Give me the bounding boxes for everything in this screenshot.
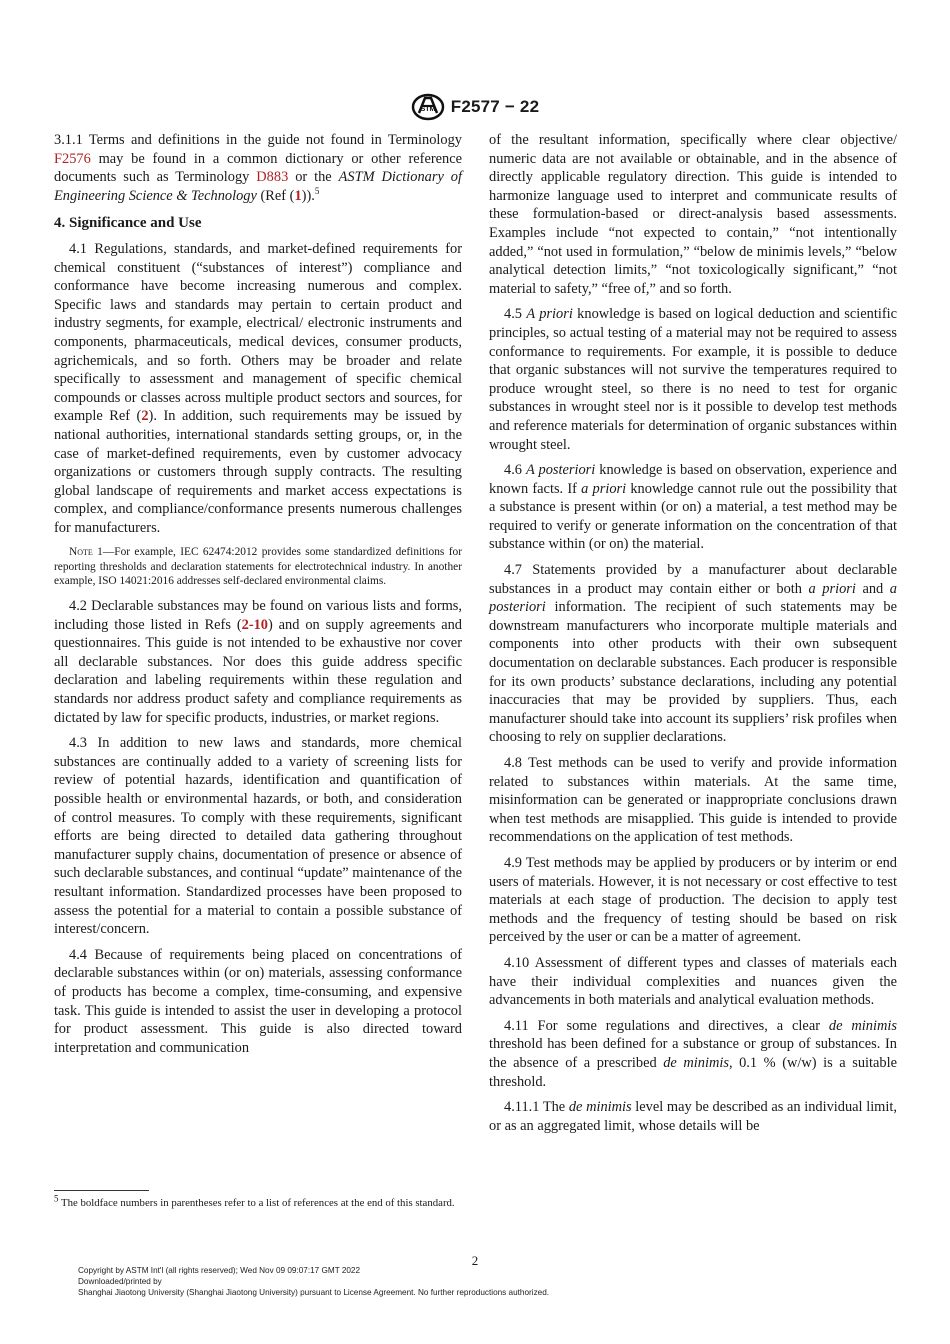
paragraph-3-1-1: 3.1.1 Terms and definitions in the guide not found in Terminology F2576 may be found in a common dictionary or other reference documents such as Terminology D883 or the ASTM Dictionary of Engineering Science & Technology (Ref (1)).$^5$ xyxy=(54,132,462,204)
reference-link-d883[interactable]: D883 xyxy=(256,169,289,186)
right-column xyxy=(489,131,897,1142)
license-line: Shanghai Jiaotong University (Shanghai Jiaotong University) pursuant to License Agreement. No further reproductions authorized. xyxy=(78,1288,550,1297)
paragraph-4-7: 4.7 Statements provided by a manufacturer about declarable substances in a product may contain either or both a priori and a posteriori information. The recipient of such statements may be downstream manufacturers who incorporate multiple materials and components into other products with their own subsequent documentation on declarable substances. Each producer is responsible for its own products’ substance declarations, including any potential inaccuracies that may be provided by suppliers. Thus, each manufacturer should take into account its suppliers’ risk profiles when choosing to rely on supplier declarations. xyxy=(489,562,897,746)
reference-link-f2576[interactable]: F2576 xyxy=(54,150,91,167)
paragraph-4-4: 4.4 Because of requirements being placed on concentrations of declarable substances within (or on) materials, assessing conformance of products has become a complex, time-consuming, and expensive task. This guide is intended to assist the user in developing a protocol for product assessment. This guide is also directed toward interpretation and communication xyxy=(54,946,462,1056)
paragraph-4-8: 4.8 Test methods can be used to verify and provide information related to substances within materials. At the same time, misinformation can be generated or inappropriate conclusions drawn when test methods are misapplied. This guide is intended to provide recommendations on the application of test methods. xyxy=(489,755,897,846)
paragraph-4-11: 4.11 For some regulations and directives, a clear de minimis threshold has been defined for a substance or group of substances. In the absence of a prescribed de minimis, 0.1 % (w/w) is a suitable threshold. xyxy=(489,1017,897,1090)
section-heading: 4. Significance and Use xyxy=(54,215,202,232)
reference-link-2-10[interactable]: 2-10 xyxy=(241,616,269,633)
copyright-notice xyxy=(78,1265,549,1298)
paragraph-4-4-continued: of the resultant information, specifically where clear objective/ numeric data are not available or obtainable, and in the absence of directly applicable regulatory direction. This guide is intended to harmonize language used to interpret and communicate results of these formulation-based or direct-analysis based assessments. Examples include “not expected to contain,” “not intentionally added,” “not used in formulation,” “below de minimis levels,” “below analytical detection limits,” “not toxicologically significant,” “not material to safety,” “free of,” and so forth. xyxy=(489,132,897,297)
paragraph-4-10: 4.10 Assessment of different types and classes of materials each have their individual complexities and nuances given the advancements in both materials and analytical evaluation methods. xyxy=(489,954,897,1009)
footnote-5: $^5$ The boldface numbers in parentheses refer to a list of references at the end of this standard. xyxy=(54,1193,455,1209)
page-header xyxy=(0,92,950,122)
svg-text:STM: STM xyxy=(420,106,436,113)
paragraph-4-6: 4.6 A posteriori knowledge is based on observation, experience and known facts. If a priori knowledge cannot rule out the possibility that a substance is present within (or on) a material, a test method may be required to verify or generate information on the concentration of that substance within (or on) the material. xyxy=(489,462,897,553)
reference-link-1[interactable]: 1 xyxy=(294,187,302,204)
left-column xyxy=(54,131,462,1064)
downloaded-line: Downloaded/printed by xyxy=(78,1277,162,1286)
paragraph-4-3: 4.3 In addition to new laws and standards, more chemical substances are continually added to a variety of screening lists for review of potential hazards, identification and quantification of possible health or environmental hazards, or both, and consideration of control measures. To comply with these requirements, significant efforts are being directed to detailed data gathering throughout manufacturer supply chains, documentation of presence or absence of such declarable substances, and continual “update” maintenance of the resultant information. Standardized processes have been proposed to assess the potential for a material to contain a possible substance of interest/concern. xyxy=(54,735,462,938)
copyright-line: Copyright by ASTM Int'l (all rights reserved); Wed Nov 09 09:07:17 GMT 2022 xyxy=(78,1266,361,1275)
astm-logo-icon xyxy=(411,92,445,122)
standard-designation: F2577 − 22 xyxy=(450,97,540,116)
reference-link-2[interactable]: 2 xyxy=(141,408,149,425)
footnote-divider xyxy=(54,1190,149,1191)
paragraph-4-11-1: 4.11.1 The de minimis level may be described as an individual limit, or as an aggregated limit, whose details will be xyxy=(489,1099,897,1134)
paragraph-4-2: 4.2 Declarable substances may be found on various lists and forms, including those listed in Refs (2-10) and on supply agreements and questionnaires. This guide is not intended to be exhaustive nor cover all declarable substances. Nor does this guide address specific declaration and labeling requirements within these regulation and standards nor address product safety and compliance requirements as dictated by law for specific products, industries, or market regions. xyxy=(54,598,462,726)
footnote-marker: 5 xyxy=(314,185,320,196)
paragraph-4-9: 4.9 Test methods may be applied by producers or by interim or end users of materials. However, it is not necessary or cost effective to test materials at each stage of production. The decision to apply test methods and the frequency of testing should be based on risk perceived by the user or can be a matter of agreement. xyxy=(489,854,897,946)
paragraph-4-5: 4.5 A priori knowledge is based on logical deduction and scientific principles, so actual testing of a material may not be required to assess conformance to requirements. For example, it is possible to deduce that organic substances will not survive the temperatures required to produce wrought steel, so there is no need to test for organic substances in wrought steel nor is it possible to develop test methods and reference materials for determination of organic substances within wrought steel. xyxy=(489,306,897,453)
paragraph-4-1: 4.1 Regulations, standards, and market-defined requirements for chemical constituent (“substances of interest”) compliance and conformance have become increasing numerous and complex. Specific laws and standards may pertain to certain product and industry segments, for example, electrical/ electronic instruments and components, pharmaceuticals, medical devices, consumer products, agrichemicals, and so forth. Others may be broader and relate specifically to assessment and management of specific chemical compounds or classes across multiple product sectors and sources, for example Ref (2). In addition, such requirements may be issued by national authorities, international standards setting groups, or, in the case of market-defined requirements, even by customer advocacy organizations or customers through supply contracts. The resulting global landscape of requirements and market access expectations is complex, and compliance/conformance presents numerous challenges for manufacturers. xyxy=(54,240,462,536)
page-number: 2 xyxy=(471,1253,479,1268)
note-1: Note 1—For example, IEC 62474:2012 provides some standardized definitions for reporting thresholds and declaration statements for electrotechnical industry. In another example, ISO 14021:2016 addresses self-declared environmental claims. xyxy=(54,546,462,587)
